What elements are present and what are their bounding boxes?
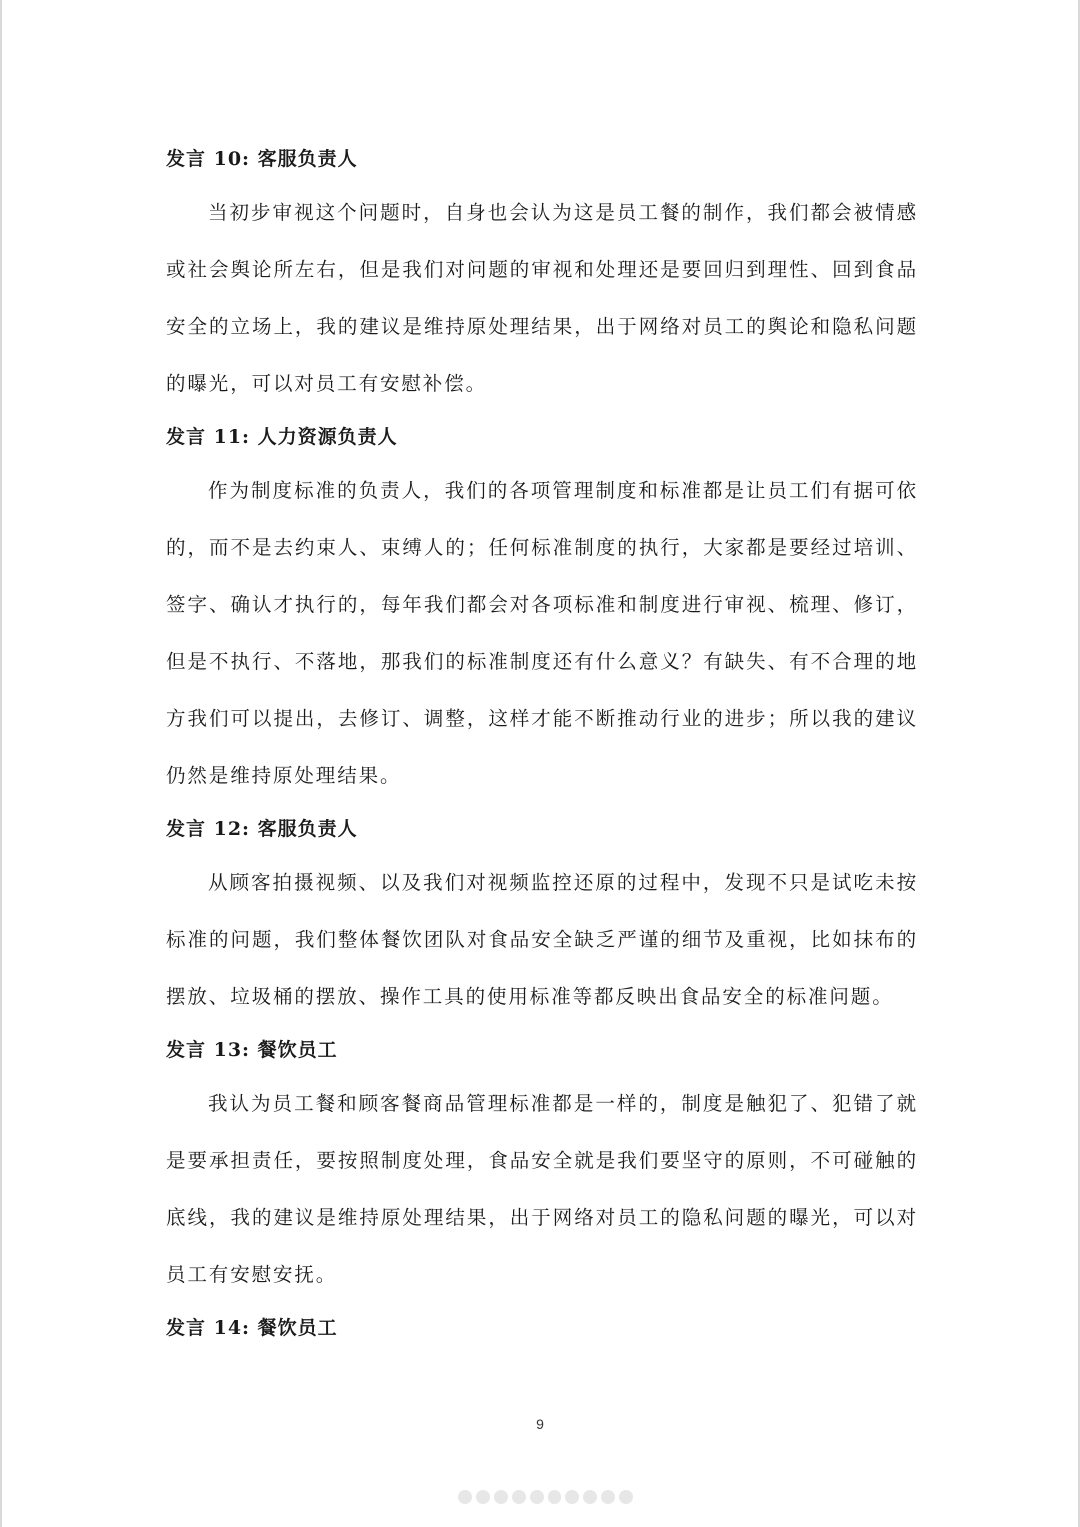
page-number: 9 — [536, 1416, 544, 1432]
section-heading: 发言 13: 餐饮员工 — [166, 1039, 338, 1061]
section-heading: 发言 10: 客服负责人 — [166, 148, 358, 170]
watermark — [458, 1490, 633, 1508]
section-12 — [166, 804, 918, 1025]
section-10 — [166, 134, 918, 412]
section-11 — [166, 412, 918, 804]
section-paragraph: 我认为员工餐和顾客餐商品管理标准都是一样的，制度是触犯了、犯错了就是要承担责任，要按照制度处理，食品安全就是我们要坚守的原则，不可碰触的底线，我的建议是维持原处理结果，出于网络对员工的隐私问题的曝光，可以对员工有安慰安抚。 — [166, 1092, 918, 1286]
section-paragraph: 从顾客拍摄视频、以及我们对视频监控还原的过程中，发现不只是试吃未按标准的问题，我们整体餐饮团队对食品安全缺乏严谨的细节及重视，比如抹布的摆放、垃圾桶的摆放、操作工具的使用标准等都反映出食品安全的标准问题。 — [166, 871, 918, 1008]
section-heading: 发言 12: 客服负责人 — [166, 818, 358, 840]
section-paragraph: 作为制度标准的负责人，我们的各项管理制度和标准都是让员工们有据可依的，而不是去约束人、束缚人的；任何标准制度的执行，大家都是要经过培训、签字、确认才执行的，每年我们都会对各项标准和制度进行审视、梳理、修订，但是不执行、不落地，那我们的标准制度还有什么意义？有缺失、有不合理的地方我们可以提出，去修订、调整，这样才能不断推动行业的进步；所以我的建议仍然是维持原处理结果。 — [166, 479, 918, 787]
section-heading: 发言 11: 人力资源负责人 — [166, 426, 398, 448]
section-heading: 发言 14: 餐饮员工 — [166, 1317, 338, 1339]
section-14 — [166, 1303, 918, 1353]
section-13 — [166, 1025, 918, 1303]
section-paragraph: 当初步审视这个问题时，自身也会认为这是员工餐的制作，我们都会被情感或社会舆论所左右，但是我们对问题的审视和处理还是要回归到理性、回到食品安全的立场上，我的建议是维持原处理结果，出于网络对员工的舆论和隐私问题的曝光，可以对员工有安慰补偿。 — [166, 201, 918, 395]
document-body — [166, 134, 918, 1353]
page-border-left — [0, 0, 2, 1527]
